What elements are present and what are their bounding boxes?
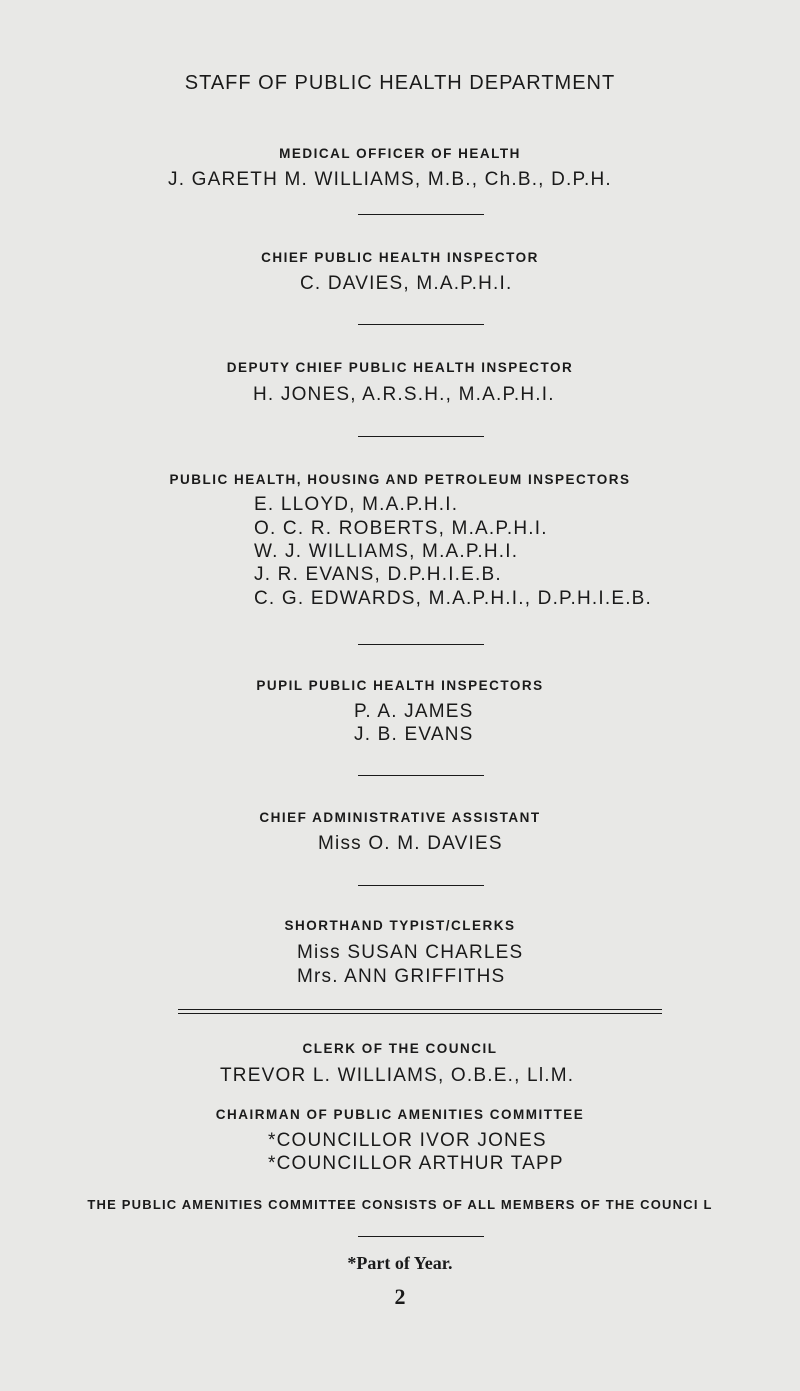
double-divider [178, 1013, 662, 1014]
divider [358, 775, 484, 776]
typists-heading: SHORTHAND TYPIST/CLERKS [284, 918, 516, 933]
inspectors-heading: PUBLIC HEALTH, HOUSING AND PETROLEUM INSPECTORS [169, 472, 631, 487]
clerk-heading: CLERK OF THE COUNCIL [302, 1041, 498, 1056]
divider [358, 644, 484, 645]
admin-name: Miss O. M. DAVIES [318, 833, 503, 854]
divider [358, 436, 484, 437]
double-divider [178, 1009, 662, 1010]
page-number: 2 [394, 1284, 406, 1309]
chairman-name: *COUNCILLOR IVOR JONES [268, 1130, 547, 1151]
admin-heading: CHIEF ADMINISTRATIVE ASSISTANT [259, 810, 541, 825]
dcphi-name: H. JONES, A.R.S.H., M.A.P.H.I. [253, 384, 555, 405]
footnote: *Part of Year. [347, 1253, 453, 1273]
pupils-heading: PUPIL PUBLIC HEALTH INSPECTORS [256, 678, 544, 693]
divider [358, 885, 484, 886]
inspector-name: J. R. EVANS, D.P.H.I.E.B. [254, 564, 502, 585]
cphi-name: C. DAVIES, M.A.P.H.I. [300, 273, 513, 294]
inspector-name: O. C. R. ROBERTS, M.A.P.H.I. [254, 518, 548, 539]
committee-note: THE PUBLIC AMENITIES COMMITTEE CONSISTS OF ALL MEMBERS OF THE COUNCI L [87, 1197, 713, 1212]
cphi-heading: CHIEF PUBLIC HEALTH INSPECTOR [261, 250, 539, 265]
page-title: STAFF OF PUBLIC HEALTH DEPARTMENT [184, 72, 616, 94]
typist-name: Miss SUSAN CHARLES [297, 942, 524, 963]
divider [358, 324, 484, 325]
inspector-name: W. J. WILLIAMS, M.A.P.H.I. [254, 541, 519, 562]
inspector-name: E. LLOYD, M.A.P.H.I. [254, 494, 459, 515]
dcphi-heading: DEPUTY CHIEF PUBLIC HEALTH INSPECTOR [226, 360, 574, 375]
clerk-name: TREVOR L. WILLIAMS, O.B.E., Ll.M. [220, 1065, 575, 1086]
pupil-name: P. A. JAMES [354, 701, 474, 722]
footnote-divider [358, 1236, 484, 1237]
inspector-name: C. G. EDWARDS, M.A.P.H.I., D.P.H.I.E.B. [254, 588, 653, 609]
chairman-heading: CHAIRMAN OF PUBLIC AMENITIES COMMITTEE [215, 1107, 585, 1122]
divider [358, 214, 484, 215]
moh-name: J. GARETH M. WILLIAMS, M.B., Ch.B., D.P.H. [168, 169, 612, 190]
pupil-name: J. B. EVANS [354, 724, 474, 745]
typist-name: Mrs. ANN GRIFFITHS [297, 966, 506, 987]
chairman-name: *COUNCILLOR ARTHUR TAPP [268, 1153, 564, 1174]
moh-heading: MEDICAL OFFICER OF HEALTH [279, 146, 521, 161]
